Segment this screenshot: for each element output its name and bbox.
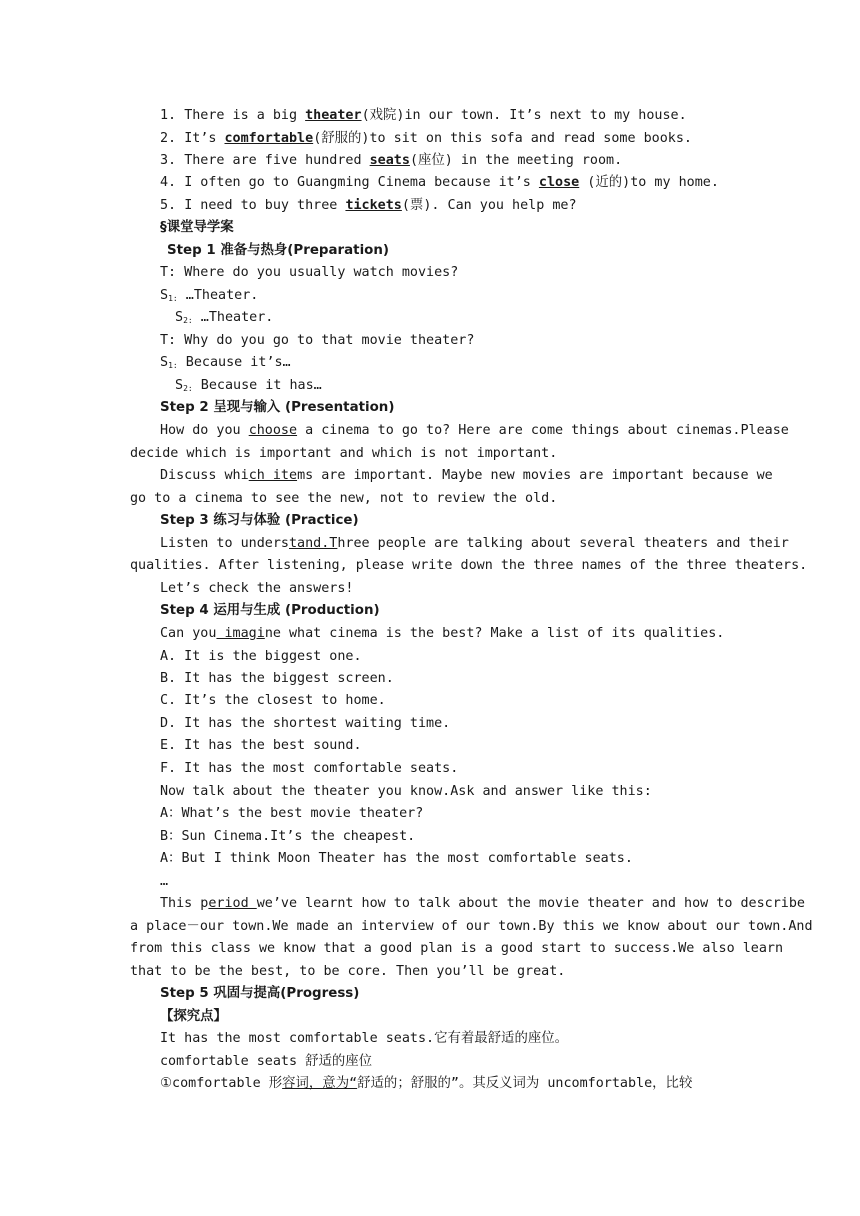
step2-paragraph-1-line-1: How do you choose a cinema to go to? Here are come things about cinemas.Please [160,423,789,438]
explore-line-1: It has the most comfortable seats.它有着最舒适的座位。 [160,1031,569,1046]
step4-paragraph-1: Can you imagine what cinema is the best? Make a list of its qualities. [160,626,725,641]
step4-option-e: E. It has the best sound. [160,738,362,753]
step2-paragraph-2-line-2: go to a cinema to see the new, not to review the old. [130,491,558,506]
summary-line-1: This period we’ve learnt how to talk about the movie theater and how to describe [160,896,805,911]
step2-paragraph-2-line-1: Discuss which items are important. Maybe new movies are important because we [160,468,773,483]
step4-dialog-line-1: A：What’s the best movie theater? [160,806,424,821]
summary-line-2: a place－our town.We made an interview of our town.By this we know about our town.And [130,919,813,934]
vocab-word: tickets [345,198,402,213]
vocab-item-1: 1. There is a big theater(戏院)in our town. It’s next to my house. [160,108,687,123]
step1-student-line-2: $S_{2:}$ …Theater. [175,310,274,325]
summary-line-4: that to be the best, to be core. Then you’ll be great. [130,964,566,979]
step4-option-d: D. It has the shortest waiting time. [160,716,451,731]
vocab-item-4: 4. I often go to Guangming Cinema because it’s close (近的)to my home. [160,175,719,190]
step3-paragraph-1-line-1: Listen to understand.Three people are talking about several theaters and their [160,536,789,551]
step1-student-line-4: $S_{2:}$ Because it has… [175,378,322,393]
summary-line-3: from this class we know that a good plan is a good start to success.We also learn [130,941,784,956]
step2-title: Step 2 呈现与输入 (Presentation) [160,400,395,415]
step2-paragraph-1-line-2: decide which is important and which is not important. [130,446,558,461]
vocab-item-2: 2. It’s comfortable(舒服的)to sit on this sofa and read some books. [160,131,692,146]
vocab-word: comfortable [224,131,314,146]
step1-teacher-line-2: T: Why do you go to that movie theater? [160,333,475,348]
step4-option-f: F. It has the most comfortable seats. [160,761,459,776]
vocab-word: seats [369,153,410,168]
step4-option-b: B. It has the biggest screen. [160,671,394,686]
vocab-word: theater [305,108,362,123]
step4-option-c: C. It’s the closest to home. [160,693,386,708]
step1-title: Step 1 准备与热身(Preparation) [167,243,390,258]
explore-line-3: ①comfortable 形容词，意为“舒适的；舒服的”。其反义词为 uncomfortable，比较 [160,1076,693,1091]
step3-paragraph-2: Let’s check the answers! [160,581,354,596]
step4-ellipsis: … [160,874,169,889]
step4-paragraph-2: Now talk about the theater you know.Ask and answer like this: [160,784,652,799]
explore-line-2: comfortable seats 舒适的座位 [160,1054,373,1069]
step4-title: Step 4 运用与生成 (Production) [160,603,380,618]
step4-dialog-line-3: A：But I think Moon Theater has the most comfortable seats. [160,851,633,866]
step1-teacher-line-1: T: Where do you usually watch movies? [160,265,459,280]
step4-option-a: A. It is the biggest one. [160,649,362,664]
vocab-item-3: 3. There are five hundred seats(座位) in the meeting room. [160,153,623,168]
step5-title: Step 5 巩固与提高(Progress) [160,986,360,1001]
step1-student-line-3: $S_{1:}$ Because it’s… [160,355,291,370]
section-title: §课堂导学案 [160,220,234,235]
explore-heading: 【探究点】 [160,1009,227,1024]
vocab-item-5: 5. I need to buy three tickets(票). Can you help me? [160,198,577,213]
step3-title: Step 3 练习与体验 (Practice) [160,513,359,528]
step3-paragraph-1-line-2: qualities. After listening, please write down the three names of the three theaters. [130,558,808,573]
vocab-word: close [538,175,580,190]
step1-student-line-1: $S_{1:}$ …Theater. [160,288,259,303]
step4-dialog-line-2: B：Sun Cinema.It’s the cheapest. [160,829,416,844]
